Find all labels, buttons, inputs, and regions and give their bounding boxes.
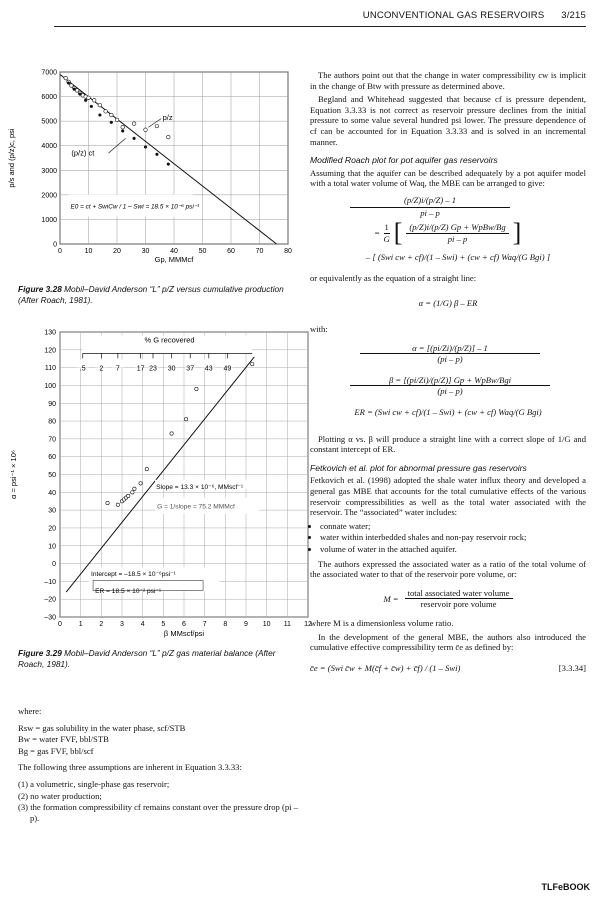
- eq8-lhs: M =: [383, 593, 399, 604]
- fig328-text: Mobil–David Anderson “L” p/Z versus cumulative production (After Roach, 1981).: [18, 284, 284, 305]
- fig328-point-pz: [87, 96, 91, 100]
- fig328-point-pzct: [84, 99, 87, 102]
- fig329-y-tick: 90: [48, 400, 56, 408]
- fig328-point-pzct: [73, 88, 76, 91]
- eq6-bot: (pi – p): [437, 386, 463, 397]
- fig329-x-tick: 4: [140, 621, 145, 628]
- eq9-number: [3.3.34]: [558, 662, 586, 673]
- fig329-y-tick: 60: [48, 454, 56, 462]
- fig328-y-tick: 6000: [41, 94, 57, 102]
- fig329-point: [184, 418, 187, 421]
- with-label: with:: [310, 324, 328, 335]
- fig329-top-tick-label: 30: [167, 365, 176, 373]
- fig329-x-label: β MMscf/psi: [163, 629, 205, 638]
- para-7: The authors expressed the associated water as a ratio of the total volume of the associated water to that of the reservoir pore volume, or:: [310, 558, 586, 580]
- figure-3-29-caption: [18, 648, 294, 669]
- fig329-point: [133, 487, 136, 490]
- fig329-point: [106, 501, 109, 504]
- equation-6: [350, 375, 550, 397]
- para-8: where M is a dimensionless volume ratio.: [310, 617, 454, 628]
- fig329-y-tick: –20: [44, 596, 56, 604]
- figure-3-28-chart: [0, 62, 300, 280]
- fig329-y-tick: 0: [52, 561, 56, 569]
- fig328-y-tick: 2000: [41, 192, 57, 200]
- fig329-y-tick: 20: [48, 525, 56, 533]
- fig329-top-tick-label: 49: [223, 365, 232, 373]
- fig328-point-pz: [132, 122, 136, 126]
- eq2-den: pi – p: [447, 233, 468, 244]
- eq2-one: 1: [384, 222, 389, 233]
- assumptions-intro: The following three assumptions are inherent in Equation 3.3.33:: [18, 762, 242, 773]
- def-rsw: Rsw = gas solubility in the water phase, scf/STB: [18, 722, 186, 733]
- fig329-y-tick: –10: [44, 578, 56, 586]
- fig328-point-pzct: [133, 137, 136, 140]
- fig329-top-tick-label: 37: [186, 365, 195, 373]
- fig328-point-pzct: [79, 93, 82, 96]
- fig329-y-tick: 70: [48, 436, 56, 444]
- figure-3-29-chart: [0, 322, 310, 642]
- para-6: Fetkovich et al. (1998) adopted the shale water influx theory and developed a general gas MBE that accounts for the total cumulative effects of the various reservoir compressibilities as well as the total water associated with the reservoir. The “associated” water includes:: [310, 475, 586, 518]
- running-header: [349, 10, 586, 21]
- fig329-point: [251, 362, 254, 365]
- fig328-x-tick: 10: [84, 248, 93, 255]
- para-3: Assuming that the aquifer can be described adequately by a pot aquifer model with a total water volume of Waq, the MBE can be arranged to give:: [310, 167, 586, 189]
- fig328-y-tick: 5000: [41, 118, 57, 126]
- fig329-x-tick: 6: [182, 621, 186, 628]
- para-1: The authors point out that the change in water compressibility cw is implicit in the change of Btw with pressure as determined above.: [310, 70, 586, 91]
- fig329-top-tick-label: 43: [204, 365, 213, 373]
- eq1-bot: pi – p: [420, 207, 440, 218]
- def-bg: Bg = gas FVF, bbl/scf: [18, 745, 94, 756]
- fig328-x-tick: 50: [198, 248, 207, 255]
- eq2-g: G: [383, 233, 390, 244]
- fig329-x-tick: 9: [244, 621, 248, 628]
- footer-watermark: TLFeBOOK: [541, 882, 590, 892]
- fig328-annot-e0: E0 = ct + SwiCw / 1 – Swi = 18.5 × 10⁻⁶ psi⁻¹: [70, 203, 200, 211]
- fig329-text: Mobil–David Anderson “L” p/Z gas material balance (After Roach, 1981).: [18, 648, 276, 669]
- fig328-x-tick: 70: [255, 248, 264, 255]
- equation-1: [350, 195, 510, 218]
- fig329-y-tick: 130: [44, 329, 56, 337]
- fig328-point-pzct: [99, 114, 102, 117]
- header-title: UNCONVENTIONAL GAS RESERVOIRS: [362, 10, 545, 21]
- fig328-point-pz: [64, 76, 68, 80]
- fig329-point: [195, 387, 198, 390]
- fig329-top-tick-label: 23: [149, 365, 157, 373]
- def-bw: Bw = water FVF, bbl/STB: [18, 734, 109, 745]
- fig328-point-pzct: [110, 121, 113, 124]
- fig329-y-label: α = psi⁻¹ × 10⁶: [9, 450, 18, 499]
- fig329-label: Figure 3.29: [18, 648, 62, 658]
- fig328-y-tick: 3000: [41, 167, 57, 175]
- para-9: In the development of the general MBE, the authors also introduced the cumulative effective compressibility term c̄e as defined by:: [310, 631, 586, 653]
- eq1-top: (p/Z)i/(p/Z) – 1: [350, 195, 510, 208]
- assumption-2: (2) no water production;: [18, 790, 102, 801]
- definitions: [18, 723, 298, 757]
- section-fetkovich: Fetkovich et al. plot for abnormal pressure gas reservoirs: [310, 462, 527, 473]
- fig329-point: [145, 467, 148, 470]
- para-2: Begland and Whitehead suggested that because cf is pressure dependent, Equation 3.3.33 is not correct as reservoir pressure declines from the initial pressure to some value several hundred psi lower. The pressure dependence of cf can be accounted for in Equation 3.3.33 and is solved in an incremental manner.: [310, 94, 586, 147]
- fig329-point: [127, 494, 130, 497]
- fig329-x-tick: 1: [78, 621, 83, 628]
- fig328-point-pz: [104, 110, 108, 114]
- fig328-y-tick: 0: [53, 241, 57, 249]
- eq5-bot: (pi – p): [437, 354, 463, 365]
- fig328-x-tick: 30: [141, 248, 150, 255]
- fig328-point-pzct: [156, 153, 159, 156]
- fig329-x-tick: 12: [304, 621, 312, 628]
- fig328-point-pz: [155, 124, 159, 128]
- fig329-y-tick: 30: [48, 507, 56, 515]
- fig329-y-tick: –30: [44, 614, 56, 622]
- equation-8: [310, 588, 586, 610]
- fig328-point-pzct: [167, 163, 170, 166]
- figure-3-28-caption: [18, 284, 288, 305]
- fig328-point-pzct: [121, 130, 124, 133]
- eq5-top: α = [(pi/Zi)/(p/Z)] – 1: [360, 343, 540, 355]
- fig328-x-tick: 20: [113, 248, 121, 255]
- fig328-point-pzct: [90, 105, 93, 108]
- equation-7: ER = (Swi cw + cf)/(1 – Swi) + (cw + cf) Waq/(G Bgi): [354, 407, 542, 418]
- fig328-y-tick: 1000: [41, 216, 57, 224]
- fig329-y-tick: 10: [48, 543, 56, 551]
- fig329-top-axis-title: % G recovered: [144, 335, 195, 345]
- fig328-x-tick: 0: [58, 248, 62, 255]
- para-4: or equivalently as the equation of a straight line:: [310, 272, 477, 283]
- fig328-point-pz: [92, 98, 96, 102]
- left-column-text: [18, 706, 298, 824]
- fig328-x-tick: 40: [170, 248, 178, 255]
- fig329-point: [116, 503, 119, 506]
- fig328-x-tick: 80: [284, 248, 292, 255]
- bullet-1: • connate water;: [320, 521, 586, 532]
- fig329-y-tick: 120: [44, 347, 56, 355]
- fig328-annot-pz: p/z: [162, 112, 173, 122]
- bullet-3: • volume of water in the attached aquifer.: [320, 544, 586, 555]
- equation-5: [360, 343, 540, 365]
- fig328-label: Figure 3.28: [18, 284, 62, 294]
- fig328-point-pz: [167, 135, 171, 139]
- fig329-x-tick: 5: [161, 621, 166, 628]
- associated-water-list: [320, 521, 586, 555]
- bullet-2: • water within interbedded shales and non-pay reservoir rock;: [320, 532, 586, 543]
- assumptions-list: [18, 779, 298, 823]
- fig328-point-pz: [98, 103, 102, 107]
- fig329-x-tick: 8: [223, 621, 228, 628]
- fig329-x-tick: 3: [120, 621, 124, 628]
- eq8-num: total associated water volume: [405, 588, 513, 600]
- assumption-1: (1) a volumetric, single-phase gas reservoir;: [18, 778, 170, 789]
- eq8-den: reservoir pore volume: [420, 599, 497, 610]
- fig329-x-tick: 7: [202, 621, 207, 628]
- fig329-annot-slope: Slope = 13.3 × 10⁻⁶, MMscf⁻¹: [156, 483, 244, 491]
- eq2-num: (p/Z)i/(p/Z) Gp + WpBw/Bg: [406, 222, 508, 234]
- fig328-y-tick: 4000: [41, 143, 57, 151]
- fig328-annot-pz-arrow: [148, 119, 161, 128]
- fig329-x-tick: 11: [283, 621, 291, 628]
- assumption-3: (3) the formation compressibility cf remains constant over the pressure drop (pi – p).: [18, 802, 298, 823]
- right-column-text: [310, 70, 586, 683]
- fig328-x-tick: 60: [227, 248, 235, 255]
- fig329-y-tick: 100: [44, 382, 56, 390]
- equation-2: = $\frac{1}{G}$ [ (p/Z)i/(p/Z) Gp + WpBw/Bg pi – p ]: [374, 217, 522, 247]
- fig328-point-pz: [115, 118, 119, 122]
- fig329-annot-intercept: Intercept = –18.5 × 10⁻⁶psi⁻¹: [91, 571, 176, 579]
- fig328-y-label: p/s and (p/z)c, psi: [7, 128, 16, 188]
- eq2-equals: =: [374, 227, 380, 238]
- para-5: Plotting α vs. β will produce a straight line with a correct slope of 1/G and constant intercept of ER.: [310, 433, 586, 455]
- header-rule: [54, 26, 586, 27]
- fig328-annot-pzct: (p/z) ct: [71, 148, 95, 158]
- fig329-x-tick: 10: [262, 621, 271, 628]
- fig329-y-tick: 80: [48, 418, 56, 426]
- fig328-point-pzct: [144, 146, 147, 149]
- fig329-top-tick-label: 2: [99, 365, 104, 373]
- header-page: 3/215: [561, 10, 586, 21]
- fig329-top-tick-label: 7: [115, 365, 120, 373]
- equation-3: – [ (Swi cw + cf)/(1 – Swi) + (cw + cf) Waq/(G Bgi) ]: [365, 252, 551, 263]
- where-label: where:: [18, 706, 42, 716]
- fig328-point-pz: [144, 128, 148, 132]
- fig328-point-pz: [121, 125, 125, 129]
- fig329-y-tick: 110: [44, 365, 56, 373]
- fig329-x-tick: 0: [58, 621, 62, 628]
- eq6-top: β = [(pi/Zi)/(p/Z)] Gp + WpBw/Bgi: [350, 375, 550, 387]
- fig329-y-tick: 40: [48, 489, 56, 497]
- fig328-y-tick: 7000: [41, 69, 57, 77]
- fig329-y-tick: 50: [48, 472, 56, 479]
- fig329-top-tick-label: 17: [136, 365, 145, 373]
- fig329-point: [131, 491, 134, 494]
- fig329-annot-g: G = 1/slope = 75.2 MMMcf: [157, 503, 235, 511]
- fig329-point: [139, 482, 142, 485]
- eq9-body: c̄e = (Swi c̄w + M(c̄f + c̄w) + c̄f) / (1 – Swi): [310, 662, 461, 673]
- fig328-point-pz: [110, 113, 114, 117]
- fig328-point-pzct: [67, 82, 70, 85]
- fig329-x-tick: 2: [99, 621, 104, 628]
- fig328-x-label: Gp, MMMcf: [154, 255, 194, 264]
- fig329-annot-er: ER = 18.5 × 10⁻² psi⁻¹: [95, 587, 162, 595]
- equation-9: [310, 663, 586, 674]
- fig329-top-tick-label: .5: [79, 365, 86, 373]
- fig329-point: [170, 432, 173, 435]
- section-roach: Modified Roach plot for pot aquifer gas reservoirs: [310, 155, 498, 166]
- equation-4: α = (1/G) β – ER: [418, 297, 478, 308]
